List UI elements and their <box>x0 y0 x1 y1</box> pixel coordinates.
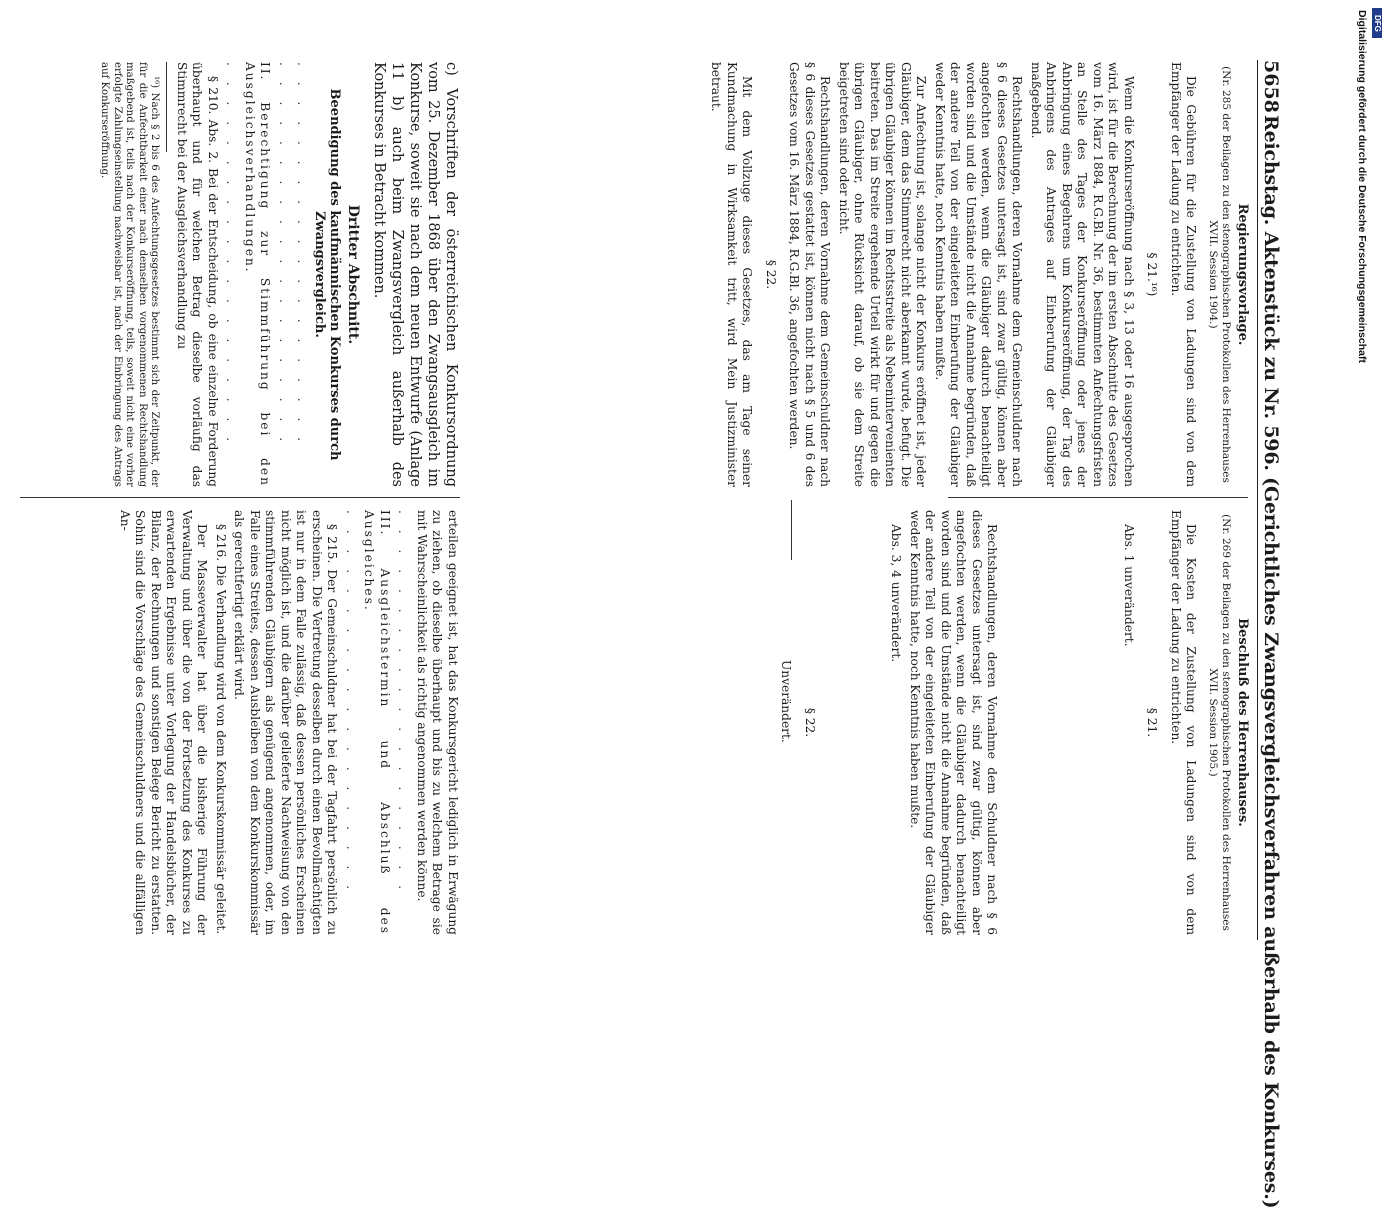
footnote-rule <box>167 62 168 152</box>
short-rule <box>791 500 792 560</box>
right-spacer-2 <box>825 510 885 935</box>
left-p5: Mit dem Vollzuge dieses Gesetzes, das am Tage seiner Kundmachung in Wirksamkeit tritt, wird Mein Justizminister betraut. <box>709 62 755 487</box>
dfg-logo: DFG <box>1372 8 1382 38</box>
left-column <box>705 62 1250 487</box>
left-para-22: § 22. <box>764 259 778 290</box>
dots-2: . . . . . . . . . . . . . . . . . . . . <box>277 62 291 448</box>
right-para-21: § 21. <box>1145 707 1160 738</box>
para-215: § 215. Der Gemeinschuldner hat bei der Tagfahrt persönlich zu erscheinen. Die Vertretung desselben durch einen Bevollmächtigten ist nur in dem Falle zulässig, daß dessen persönliches Erscheinen nicht möglich ist, und die darüber gelieferte Nachweisung von den stimmführenden Gläubigern als genügend angenommen, oder, im Falle eines Streites, dessen Ausbleiben von dem Konkurskommissär als gerechtfertigt erklärt wird. <box>232 510 340 935</box>
roman-ii: II. Berechtigung zur Stimmführung bei den Ausgleichsverhandlungen. <box>243 62 273 487</box>
right-para-22: § 22. <box>803 707 817 738</box>
right-intro: Die Kosten der Zustellung von Ladungen sind von dem Empfänger der Ladung zu entrichten. <box>1169 510 1199 935</box>
digitization-text: Digitalisierung gefördert durch die Deutsche Forschungsgemeinschaft <box>1356 10 1368 363</box>
dots-1: . . . . . . . . . . . . . . . . . . . . <box>295 62 310 448</box>
lower-left-column <box>95 62 460 487</box>
left-heading: Regierungsvorlage. <box>1235 203 1250 346</box>
left-p4: Rechtshandlungen, deren Vornahme dem Gemeinschuldner nach § 6 dieses Gesetzes gestattet ist, können nicht nach § 5 und 6 des Gesetzes vom 16. März 1884, R.G.Bl. 36, angefochten werden. <box>787 62 833 487</box>
dots-3: . . . . . . . . . . . . . . . . . . . . <box>224 62 239 448</box>
left-p1: Wenn die Konkurseröffnung nach § 3, 13 oder 16 ausgesprochen wird, ist für die Berechnung der im ersten Abschnitte des Gesetzes vom 16. März 1884, R.G.Bl. Nr. 36, bestimmten Anfechtungsfristen an Stelle des Tages der Konkurseröffnung oder jenes der Anbringung eines Begehrens um Konkurseröffnung, der Tag des Anbringens des Antrages auf Einberufung der Gläubiger maßgebend. <box>1029 62 1136 487</box>
left-p2: Rechtshandlungen, deren Vornahme dem Gemeinschuldner nach § 6 dieses Gesetzes untersagt ist, sind zwar gültig, können aber angefochten werden, wenn die Gläubiger dadurch benachteiligt worden sind und die Umstände nicht die Annahme begründen, daß der andere Teil von der eingeleiteten Einberufung der Gläubiger weder Kenntnis hatte, noch Kenntnis haben mußte. <box>933 62 1025 487</box>
left-p3: Zur Anfechtung ist, solange nicht der Konkurs eröffnet ist, jeder Gläubiger, dem das Stimmrecht nicht aberkannt wurde, befugt. Die übrigen Gläubiger können im Rechtsstreite als Nebenintervenienten beitreten. Das im Streite ergehende Urteil wirkt für und gegen die übrigen Gläubiger, ohne Rücksicht darauf, ob sie dem Streite beigetreten sind oder nicht. <box>837 62 929 487</box>
right-heading: Beschluß des Herrenhauses. <box>1235 618 1250 827</box>
beendigung-heading: Beendigung des kaufmännischen Konkurses durch Zwangsvergleich. <box>312 88 343 461</box>
dots-4: . . . . . . . . . . . . . . . . . . . . <box>396 510 411 896</box>
page-number: 5658 <box>1260 60 1282 113</box>
para-216b: Der Masseverwalter hat über die bisherige Führung der Verwaltung und über die von der Fortsetzung des Konkurses zu erwartenden Ergebnisse unter Vorlegung der Handelsbücher, der Bilanz, der Rechnungen und sonstigen Belege Bericht zu erstatten. Sohin sind die Vorschläge des Gemeinschuldners und die allfälligen An- <box>118 510 210 935</box>
left-subheading: (Nr. 285 der Beilagen zu den stenographischen Protokollen des Herrenhauses XVII. Session 1904.) <box>1207 66 1233 483</box>
para-210: § 210. Abs. 2. Bei der Entscheidung, ob eine einzelne Forderung überhaupt und für welchen Betrag dieselbe vorläufig das Stimmrecht bei der Ausgleichsverhandlung zu <box>175 62 220 487</box>
left-para-21: § 21.¹⁶) <box>1145 252 1160 297</box>
section-c: c) Vorschriften der österreichischen Konkursordnung vom 25. Dezember 1868 über den Zwangsausgleich im Konkurse, soweit sie nach dem neuen Entwurfe (Anlage 11 b) auch beim Zwangsvergleich außerhalb des Konkurses in Betracht kommen. <box>371 62 459 487</box>
column-divider-top <box>948 497 1248 498</box>
right-abs34: Abs. 3, 4 unverändert. <box>889 524 904 663</box>
right-spacer <box>1000 510 1118 935</box>
right-unchanged: Unverändert. <box>779 660 794 743</box>
running-title: Reichstag. Aktenstück zu Nr. 596. (Gerichtliches Zwangsvergleichsverfahren außerhalb des Konkurses.) <box>1260 115 1282 1208</box>
digitization-notice <box>1328 10 1368 1000</box>
right-column <box>775 510 1250 935</box>
right-p2: Rechtshandlungen, deren Vornahme dem Schuldner nach § 6 dieses Gesetzes untersagt ist, sind zwar gültig, können aber angefochten werden, wenn die Gläubiger dadurch benachteiligt worden sind und die Umstände nicht die Annahme begründen, daß der andere Teil von der eingeleiteten Einberufung der Gläubiger weder Kenntnis hatte, noch Kenntnis haben mußte. <box>908 510 1000 935</box>
dots-5: . . . . . . . . . . . . . . . . . . . . <box>344 510 358 896</box>
column-divider-bottom <box>20 497 460 498</box>
lower-right-column <box>114 510 461 935</box>
roman-iii: III. Ausgleichstermin und Abschluß des Ausgleiches. <box>362 510 392 935</box>
dritter-abschnitt: Dritter Abschnitt. <box>345 204 361 345</box>
footnote-16: ¹⁶) Nach § 2 bis 6 des Anfechtungsgesetzes bestimmt sich der Zeitpunkt, der für die Anfechtbarkeit einer nach demselben vorgenommenen Rechtshandlung maßgebend ist, teils nach der Konkurseröffnung, teils, soweit nicht eine vorher erfolgte Zahlungseinstellung nachweisbar ist, nach der Einbringung des Antrags auf Konkurseröffnung. <box>99 62 161 487</box>
para-216: § 216. Die Verhandlung wird von dem Konkurskommissär geleitet. <box>214 524 228 935</box>
right-subheading: (Nr. 269 der Beilagen zu den stenographischen Protokollen des Herrenhauses XVII. Session 1905.) <box>1207 514 1233 931</box>
right-abs1: Abs. 1 unverändert. <box>1122 524 1136 647</box>
left-intro: Die Gebühren für die Zustellung von Ladungen sind von dem Empfänger der Ladung zu entrichten. <box>1169 62 1199 487</box>
header-rule <box>1257 60 1258 940</box>
lower-right-cont: erteilen geeignet ist, hat das Konkursgericht lediglich in Erwägung zu ziehen, ob dieselbe überhaupt und bis zu welchem Betrage sie mit Wahrscheinlichkeit als richtig angenommen werden könne. <box>415 510 460 935</box>
